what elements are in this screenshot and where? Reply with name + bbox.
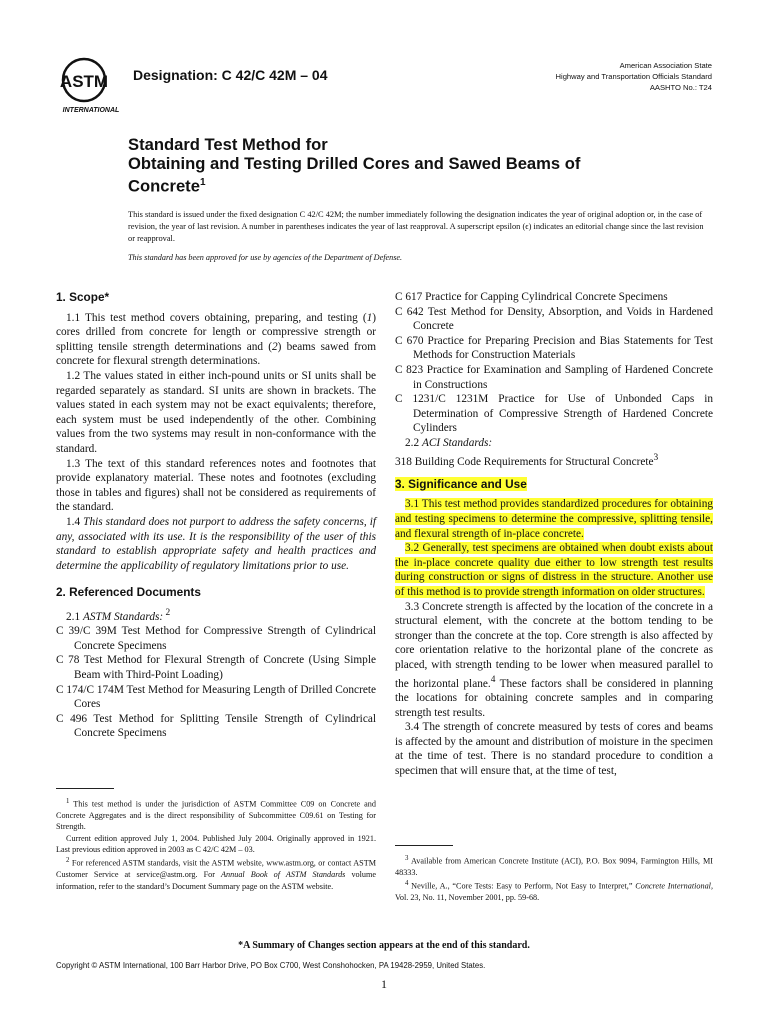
- ref-c1231: C 1231/C 1231M Practice for Use of Unbonded Caps in Determination of Compressive Strength of Hardened Concrete Cylinders: [395, 393, 713, 435]
- logo-subtext: INTERNATIONAL: [62, 107, 120, 114]
- footnote-2: $^2$ For referenced ASTM standards, visit the ASTM website, www.astm.org, or contact ASTM Customer Service at service@astm.org. For Annual Book of ASTM Standards volume information, refer to the standard’s Document Summary page on the ASTM website.: [56, 857, 376, 891]
- para-3-3: 3.3 Concrete strength is affected by the location of the concrete in a structural element, with the concrete at the bottom tending to be stronger than the concrete at the top. Core strength is also affected by core orientation relative to the horizontal plane of the concrete as placed, with strength tending to be lower when measured parallel to the horizontal plane.$^4$ These factors shall be considered in planning the locations for obtaining concrete samples and in comparing strength test results.: [395, 600, 713, 719]
- right-column: [395, 290, 713, 779]
- ref-c642: C 642 Test Method for Density, Absorption, and Voids in Hardened Concrete: [395, 305, 713, 333]
- para-1-4: 1.4 This standard does not purport to address the safety concerns, if any, associated with its use. It is the responsibility of the user of this standard to establish appropriate safety and health practices and determine the applicability of regulatory limitations prior to use.: [56, 515, 376, 572]
- aashto-line-2: Highway and Transportation Officials Standard: [555, 72, 712, 81]
- section-heading-scope: 1. Scope*: [56, 290, 110, 304]
- aashto-block: [556, 60, 712, 93]
- footnote-1: $^1$ This test method is under the jurisdiction of ASTM Committee C09 on Concrete and Concrete Aggregates and is the direct responsibility of Subcommittee C09.61 on Testing for Strength.: [56, 798, 376, 832]
- left-column: [56, 290, 376, 741]
- para-3-2: 3.2 Generally, test specimens are obtained when doubt exists about the in-place concrete quality due either to low strength test results during construction or signs of distress in the structure. Another use of this method is to provide strength information on older structures.: [395, 542, 713, 599]
- ref-c670: C 670 Practice for Preparing Precision and Bias Statements for Test Methods for Construction Materials: [395, 334, 713, 362]
- ref-c617: C 617 Practice for Capping Cylindrical Concrete Specimens: [395, 291, 668, 303]
- intro-paragraph: This standard is issued under the fixed designation C 42/C 42M; the number immediately following the designation indicates the year of original adoption or, in the case of revision, the year of last revision. A number in parentheses indicates the year of last reapproval. A superscript epsilon (ϵ) indicates an editorial change since the last revision or reapproval.: [128, 210, 704, 243]
- title-line-2: Obtaining and Testing Drilled Cores and Sawed Beams of: [128, 154, 581, 173]
- ref-c174: C 174/C 174M Test Method for Measuring Length of Drilled Concrete Cores: [56, 683, 376, 711]
- ref-c823: C 823 Practice for Examination and Sampling of Hardened Concrete in Constructions: [395, 363, 713, 391]
- ref-aci-318: 318 Building Code Requirements for Structural Concrete$^3$: [395, 452, 659, 468]
- document-title: [128, 135, 688, 196]
- subsection-astm-standards: 2.1 ASTM Standards: $^2$: [66, 607, 171, 623]
- title-line-1: Standard Test Method for: [128, 135, 328, 154]
- ref-c78: C 78 Test Method for Flexural Strength of Concrete (Using Simple Beam with Third-Point Loading): [56, 654, 376, 682]
- designation: Designation: C 42/C 42M – 04: [133, 67, 328, 83]
- footnote-4: $^4$ Neville, A., “Core Tests: Easy to Perform, Not Easy to Interpret,” Concrete International, Vol. 23, No. 11, November 2001, pp. 59-68.: [395, 880, 713, 903]
- footnotes-right: [395, 853, 713, 904]
- copyright-line: Copyright © ASTM International, 100 Barr Harbor Drive, PO Box C700, West Conshohocken, PA 19428-2959, United States.: [56, 961, 486, 970]
- approval-note: This standard has been approved for use by agencies of the Department of Defense.: [128, 253, 403, 262]
- footnote-1-edition: Current edition approved July 1, 2004. Published July 2004. Originally approved in 1921. Last previous edition approved in 2003 as C 42/C 42M – 03.: [56, 833, 376, 854]
- para-3-4: 3.4 The strength of concrete measured by tests of cores and beams is affected by the amount and distribution of moisture in the specimen at the time of test. There is no standard procedure to condition a specimen that will ensure that, at the time of test,: [395, 721, 713, 777]
- ref-c496: C 496 Test Method for Splitting Tensile Strength of Cylindrical Concrete Specimens: [56, 712, 376, 740]
- aashto-line-1: American Association State: [619, 61, 712, 70]
- ref-c39: C 39/C 39M Test Method for Compressive Strength of Cylindrical Concrete Specimens: [56, 625, 376, 652]
- para-1-2: 1.2 The values stated in either inch-pound units or SI units shall be regarded separately as standard. SI units are shown in brackets. The values stated in each system may not be exact equivalents; therefore, each system must be used independently of the other. Combining values from the two systems may result in non-conformance with the standard.: [56, 369, 376, 455]
- para-1-1: 1.1 This test method covers obtaining, preparing, and testing (1) cores drilled from concrete for length or compressive strength or splitting tensile strength determinations and (2) beams sawed from concrete for flexural strength determinations.: [56, 311, 376, 368]
- para-1-3: 1.3 The text of this standard references notes and footnotes that provide explanatory material. These notes and footnotes (excluding those in tables and figures) shall not be considered as requirements of the standard.: [56, 457, 376, 514]
- footnote-3: $^3$ Available from American Concrete Institute (ACI), P.O. Box 9094, Farmington Hills, MI 48333.: [395, 855, 713, 878]
- logo-text: ASTM: [60, 72, 109, 91]
- title-footnote-ref: 1: [199, 177, 206, 188]
- footnote-rule-left: [56, 788, 114, 789]
- section-heading-significance: 3. Significance and Use: [395, 476, 527, 491]
- title-line-3: Concrete: [128, 176, 200, 196]
- summary-of-changes-note: *A Summary of Changes section appears at the end of this standard.: [238, 940, 530, 951]
- footnotes-left: [56, 796, 376, 892]
- footnote-rule-right: [395, 845, 453, 846]
- astm-logo: [60, 56, 122, 116]
- subsection-aci-standards: 2.2 ACI Standards:: [405, 436, 493, 449]
- page-number: 1: [381, 977, 387, 991]
- section-heading-referenced-documents: 2. Referenced Documents: [56, 585, 201, 600]
- aashto-line-3: AASHTO No.: T24: [649, 83, 712, 92]
- para-3-1: 3.1 This test method provides standardized procedures for obtaining and testing specimens to determine the compressive, splitting tensile, and flexural strength of in-place concrete.: [395, 498, 713, 540]
